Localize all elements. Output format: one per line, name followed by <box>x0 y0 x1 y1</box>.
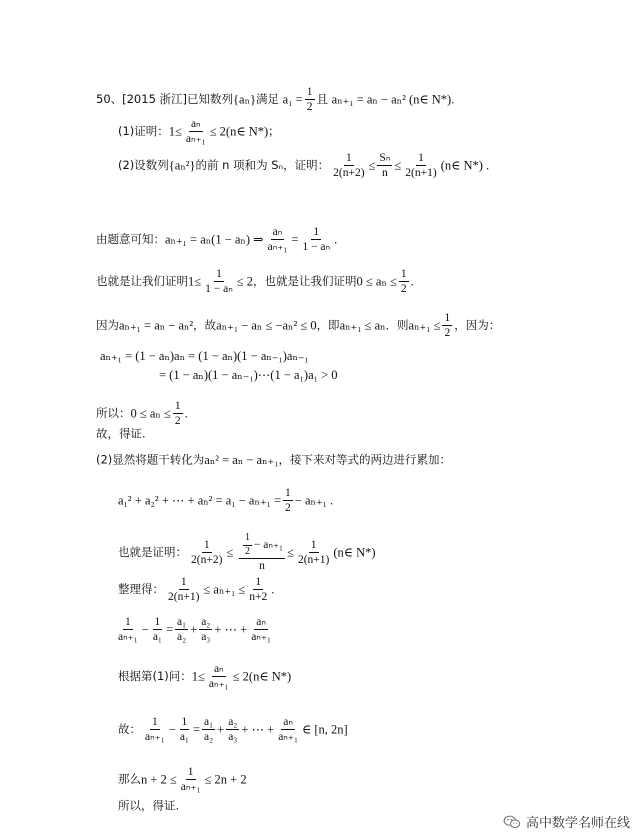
tel-frac3: $\frac{\text{a₁}}{\text{a₂}}$ <box>177 616 187 644</box>
problem-cond: 满足 <box>256 91 279 106</box>
tel-frac1: $\frac{1}{\text{aₙ₊₁}}$ <box>118 616 138 644</box>
solution-so: 故： $\frac{1}{\text{aₙ₊₁}}$ − $\frac{1}{\text{a₁}}$ = $\frac{\text{a₁}}{\text{a₂}}$ + $\frac{\text{a₂}}{\text{a₃}}$ + ⋯ + $\frac{\text{aₙ}}{\text{aₙ₊₁}}$ ∈ [n, 2n] <box>118 716 348 744</box>
problem-seq: {aₙ} <box>233 92 256 107</box>
s3-frac: $\frac{1}{2}$ <box>444 312 451 340</box>
sum-frac: $\frac{1}{2}$ <box>285 487 291 515</box>
s2-frac: $\frac{1}{\text{1 − aₙ}}$ <box>205 268 233 296</box>
solution-step2: 也就是让我们证明1≤ $\frac{1}{\text{1 − aₙ}}$ ≤ 2，也就是让我们证明0 ≤ aₙ ≤ $\frac{1}{2}$ . <box>96 268 414 296</box>
part2-label: (2)设数列 <box>118 157 169 172</box>
solution-sum: a₁² + a₂² + ⋯ + aₙ² = a₁ − aₙ₊₁ = $\frac{1}{2}$ − aₙ₊₁ . <box>118 487 334 515</box>
problem-and: 且 <box>316 91 328 106</box>
problem-part2: (2)设数列{aₙ²}的前 n 项和为 Sₙ，证明： $\frac{1}{2(n+2)}$ ≤ $\frac{\text{Sₙ}}{n}$ ≤ $\frac{1}{2(n+1)}$ (n∈ N*) . <box>118 152 490 180</box>
problem-a1-frac: $\frac{1}{2}$ <box>306 86 313 114</box>
so-frac1: $\frac{1}{\text{aₙ₊₁}}$ <box>145 716 165 744</box>
solution-step3: 因为aₙ₊₁ = aₙ − aₙ²，故aₙ₊₁ − aₙ ≤ −aₙ² ≤ 0，即aₙ₊₁ ≤ aₙ．则aₙ₊₁ ≤ $\frac{1}{2}$ ，因为： <box>96 312 501 340</box>
prove-right-frac: $\frac{1}{2(n+1)}$ <box>297 538 330 567</box>
s5-frac: $\frac{1}{2}$ <box>174 400 181 428</box>
part1-frac: $\frac{\text{aₙ}}{\text{aₙ₊₁}}$ <box>185 118 206 146</box>
s1-frac2: $\frac{1}{\text{1 − aₙ}}$ <box>302 226 331 254</box>
solution-by-part1: 根据第(1)问：1≤ $\frac{\text{aₙ}}{\text{aₙ₊₁}}$ ≤ 2(n∈ N*) <box>118 663 292 691</box>
prove-left-frac: $\frac{1}{2(n+2)}$ <box>191 538 223 567</box>
so-frac2: $\frac{1}{\text{a₁}}$ <box>179 716 189 744</box>
s1-frac1: $\frac{\text{aₙ}}{\text{aₙ₊₁}}$ <box>267 226 288 254</box>
solution-prove: 也就是证明： $\frac{1}{2(n+2)}$ ≤ $\frac{1}{2}$ − aₙ₊₁ n ≤ $\frac{1}{2(n+1)}$ (n∈ N*) <box>118 532 376 572</box>
wechat-icon <box>503 815 521 829</box>
so-frac5: $\frac{\text{aₙ}}{\text{aₙ₊₁}}$ <box>278 716 298 744</box>
solution-step4-line2: = (1 − aₙ)(1 − aₙ₋₁)⋯(1 − a₁)a₁ > 0 <box>159 368 338 382</box>
solution-then: 那么n + 2 ≤ $\frac{1}{\text{aₙ₊₁}}$ ≤ 2n + 2 <box>118 766 247 794</box>
problem-part1: (1)证明：1≤ $\frac{\text{aₙ}}{\text{aₙ₊₁}}$ ≤ 2(n∈ N*)； <box>118 118 280 146</box>
solution-part2-intro: (2)显然将题干转化为aₙ² = aₙ − aₙ₊₁，接下来对等式的两边进行累加： <box>96 452 451 467</box>
solution-telescoping: $\frac{1}{\text{aₙ₊₁}}$ − $\frac{1}{\text{a₁}}$ = $\frac{\text{a₁}}{\text{a₂}}$ + $\frac{\text{a₂}}{\text{a₃}}$ + ⋯ + $\frac{\text{aₙ}}{\text{aₙ₊₁}}$ <box>118 616 271 644</box>
tidy-right-frac: $\frac{1}{n+2}$ <box>249 576 268 604</box>
solution-tidy: 整理得： $\frac{1}{2(n+1)}$ ≤ aₙ₊₁ ≤ $\frac{1}{n+2}$ . <box>118 576 275 604</box>
tidy-left-frac: $\frac{1}{2(n+1)}$ <box>168 576 200 604</box>
solution-step1: 由题意可知：aₙ₊₁ = aₙ(1 − aₙ) ⇒ $\frac{\text{aₙ}}{\text{aₙ₊₁}}$ = $\frac{1}{\text{1 − aₙ}}$ . <box>96 226 338 254</box>
so-frac4: $\frac{\text{a₂}}{\text{a₃}}$ <box>228 716 238 744</box>
watermark-text: 高中数学名师在线 <box>525 816 630 831</box>
tel-frac5: $\frac{\text{aₙ}}{\text{aₙ₊₁}}$ <box>251 616 271 644</box>
solution-step4-line1: aₙ₊₁ = (1 − aₙ)aₙ = (1 − aₙ)(1 − aₙ₋₁)aₙ₋₁ <box>100 349 309 363</box>
problem-a1: a₁ = <box>282 92 303 107</box>
part2-mid-frac: $\frac{\text{Sₙ}}{n}$ <box>379 152 391 180</box>
by-frac: $\frac{\text{aₙ}}{\text{aₙ₊₁}}$ <box>208 663 229 691</box>
problem-statement: 50、[2015 浙江]已知数列{aₙ}满足 a₁ = $\frac{1}{2}$ 且 aₙ₊₁ = aₙ − aₙ² (n∈ N*). <box>96 86 455 114</box>
s2-frac2: $\frac{1}{2}$ <box>400 268 407 296</box>
so-frac3: $\frac{\text{a₁}}{\text{a₂}}$ <box>204 716 214 744</box>
part2-left-frac: $\frac{1}{2(n+2)}$ <box>333 152 365 180</box>
solution-final: 所以，得证. <box>118 798 180 813</box>
part2-right-frac: $\frac{1}{2(n+1)}$ <box>405 152 437 180</box>
solution-step6: 故，得证. <box>96 426 146 441</box>
then-frac: $\frac{1}{\text{aₙ₊₁}}$ <box>180 766 201 794</box>
solution-step5: 所以：0 ≤ aₙ ≤ $\frac{1}{2}$ . <box>96 400 188 428</box>
problem-prefix: 50、[2015 浙江]已知数列 <box>96 91 234 106</box>
watermark <box>503 812 630 831</box>
prove-mid-inner-frac: $\frac{1}{2}$ <box>244 532 250 557</box>
tel-frac4: $\frac{\text{a₂}}{\text{a₃}}$ <box>201 616 211 644</box>
part1-label: (1)证明： <box>118 123 169 138</box>
problem-recur: aₙ₊₁ = aₙ − aₙ² (n∈ N*) <box>331 92 452 107</box>
tel-frac2: $\frac{1}{\text{a₁}}$ <box>152 616 162 644</box>
prove-mid-frac: $\frac{1}{2}$ − aₙ₊₁ n <box>239 533 285 572</box>
